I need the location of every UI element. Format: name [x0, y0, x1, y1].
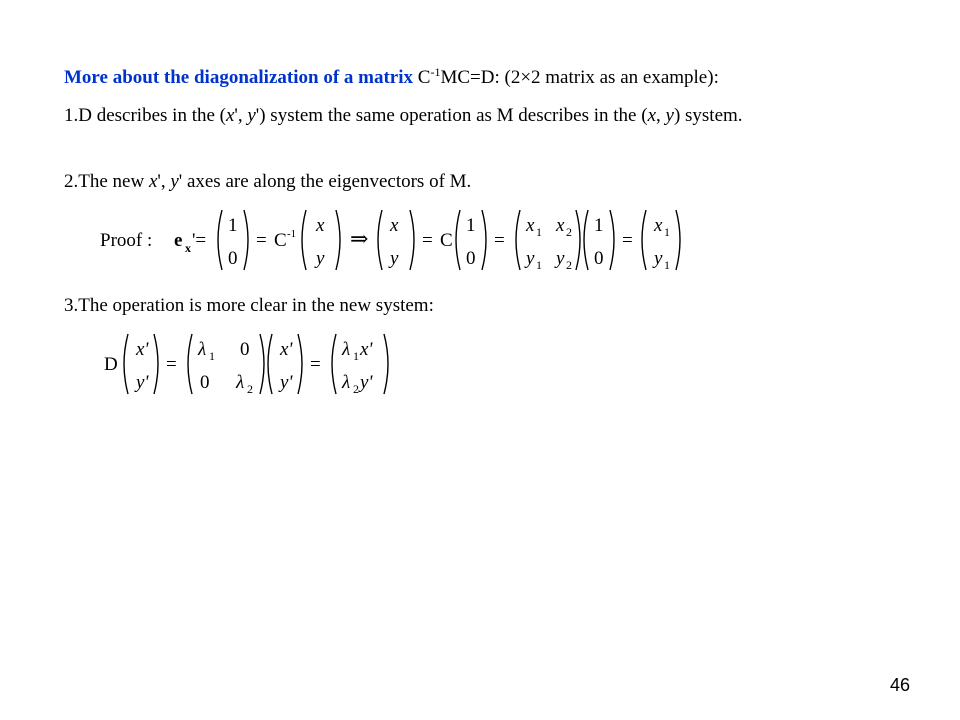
paren-left [188, 334, 192, 394]
item-2-var-x: x [148, 171, 158, 192]
proof-x2: x [556, 215, 565, 236]
proof-equals-1: = [256, 230, 267, 251]
proof-result-x1: x [654, 215, 663, 236]
diag-lambda1-sub: 1 [209, 349, 215, 363]
item-2-text-c: ' axes are along the eigenvectors of M. [178, 171, 472, 192]
paren-right [384, 334, 388, 394]
paren-left [124, 334, 128, 394]
proof-zero-3: 0 [594, 248, 604, 269]
diag-d: D [104, 354, 118, 375]
diag-result-lambda2-sub: 2 [353, 382, 359, 396]
paren-right [610, 210, 614, 270]
diag-zero-a: 0 [240, 339, 250, 360]
diag-yp: y' [136, 372, 149, 393]
item-2-var-y: y [170, 171, 179, 192]
proof-zero: 0 [228, 248, 238, 269]
paren-left [516, 210, 520, 270]
proof-one-3: 1 [594, 215, 604, 236]
list-item-2 [64, 168, 914, 196]
paren-left [268, 334, 272, 394]
diag-xp: x' [136, 339, 149, 360]
proof-y1-sub: 1 [536, 258, 542, 272]
proof-equals-2: = [422, 230, 433, 251]
paren-right [298, 334, 302, 394]
paren-right [410, 210, 414, 270]
proof-equals-4: = [622, 230, 633, 251]
paren-right [336, 210, 340, 270]
proof-prime-eq: '= [192, 230, 207, 251]
paren-left [584, 210, 588, 270]
proof-x2-sub: 2 [566, 225, 572, 239]
proof-x1: x [526, 215, 535, 236]
proof-result-x1-sub: 1 [664, 225, 670, 239]
diag-result-lambda2: λ [342, 372, 351, 393]
proof-y: y [316, 248, 325, 269]
proof-one: 1 [228, 215, 238, 236]
proof-e-sub: x [185, 241, 191, 255]
paren-left [302, 210, 306, 270]
item-2-number: 2. [64, 171, 79, 192]
diag-xp-2: x' [280, 339, 293, 360]
proof-y2-sub: 2 [566, 258, 572, 272]
diag-zero-b: 0 [200, 372, 210, 393]
item-1-number: 1. [64, 105, 79, 126]
item-2-text-b: ', [157, 171, 171, 192]
diag-result-lambda1: λ [342, 339, 351, 360]
paren-right [482, 210, 486, 270]
diag-lambda2: λ [236, 372, 245, 393]
diag-equals-1: = [166, 354, 177, 375]
item-1-text-d: , [656, 105, 666, 126]
proof-equals-3: = [494, 230, 505, 251]
proof-zero-2: 0 [466, 248, 476, 269]
item-1-var-x2: x [647, 105, 656, 126]
paren-right [576, 210, 580, 270]
item-2-text-a: The new [78, 171, 149, 192]
item-1-var-y2: y [665, 105, 674, 126]
item-1-text-b: ', [234, 105, 248, 126]
item-1-text-e: ) system. [673, 105, 743, 126]
proof-e-symbol: e [174, 230, 183, 251]
paren-left [378, 210, 382, 270]
proof-equation [100, 204, 690, 276]
proof-y2: y [556, 248, 565, 269]
diag-lambda2-sub: 2 [247, 382, 253, 396]
item-1-var-y: y [247, 105, 256, 126]
proof-y-2: y [390, 248, 399, 269]
diag-result-lambda1-sub: 1 [353, 349, 359, 363]
proof-c: C [274, 230, 287, 251]
proof-label: Proof : [100, 230, 153, 251]
item-3-text: The operation is more clear in the new system: [78, 295, 434, 316]
diagonal-equation [104, 328, 404, 400]
paren-left [332, 334, 336, 394]
proof-x1-sub: 1 [536, 225, 542, 239]
heading-bold-text: More about the diagonalization of a matrix [64, 67, 414, 88]
diag-result-yp: y' [360, 372, 373, 393]
paren-right [260, 334, 264, 394]
slide-heading [64, 64, 914, 92]
paren-left [456, 210, 460, 270]
heading-expr-rest: MC=D: (2×2 matrix as an example): [440, 67, 719, 88]
proof-x-2: x [390, 215, 399, 236]
diag-result-xp: x' [360, 339, 373, 360]
diag-equals-2: = [310, 354, 321, 375]
proof-c-sup: -1 [287, 228, 297, 240]
item-1-text-c: ') system the same operation as M describes in the ( [255, 105, 648, 126]
item-3-number: 3. [64, 295, 79, 316]
paren-left [642, 210, 646, 270]
proof-one-2: 1 [466, 215, 476, 236]
item-1-var-x: x [225, 105, 235, 126]
item-1-text-a: D describes in the ( [78, 105, 226, 126]
diag-yp-2: y' [280, 372, 293, 393]
implies-arrow: ⇒ [350, 226, 369, 251]
proof-result-y1: y [654, 248, 663, 269]
proof-result-y1-sub: 1 [664, 258, 670, 272]
heading-expr-c: C [413, 67, 431, 88]
proof-c-plain: C [440, 230, 453, 251]
heading-expr-sup: -1 [430, 65, 441, 79]
proof-x: x [316, 215, 325, 236]
proof-y1: y [526, 248, 535, 269]
list-item-3 [64, 292, 914, 320]
paren-left [218, 210, 222, 270]
paren-right [154, 334, 158, 394]
page-number: 46 [889, 675, 910, 695]
paren-right [676, 210, 680, 270]
diag-lambda1: λ [198, 339, 207, 360]
paren-right [244, 210, 248, 270]
list-item-1 [64, 102, 894, 130]
